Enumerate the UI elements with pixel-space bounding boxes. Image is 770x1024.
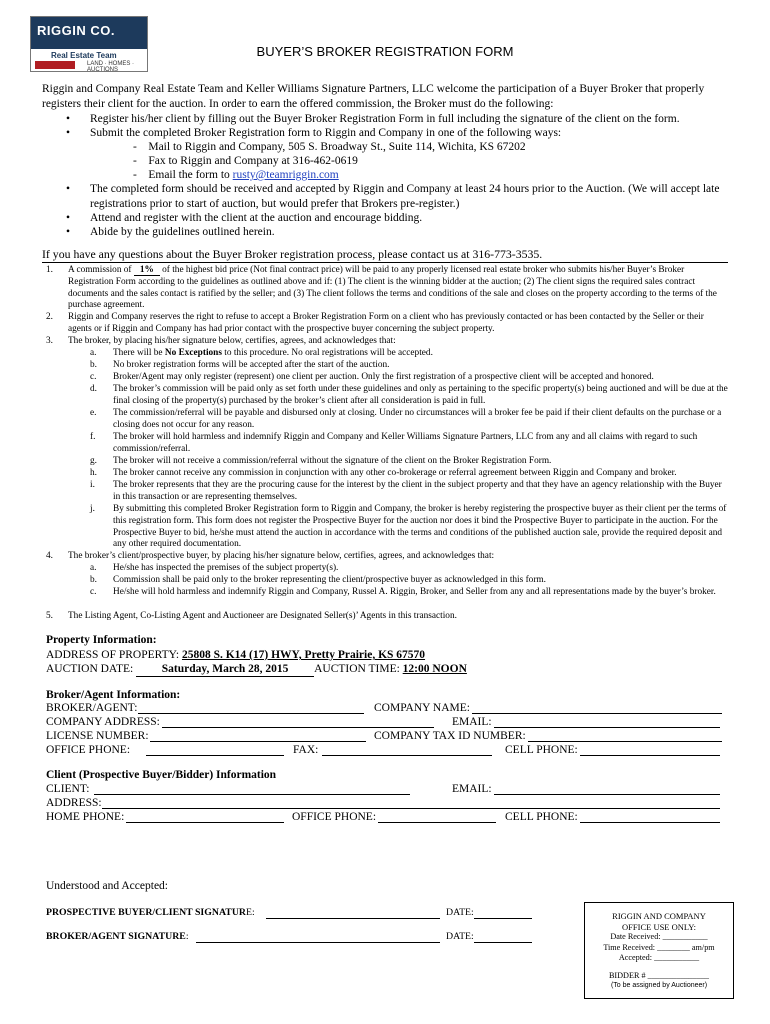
term-3a-post: to this procedure. No oral registrations will be accepted. xyxy=(221,348,433,358)
term-4b-letter: b. xyxy=(90,575,97,585)
client-address-field[interactable] xyxy=(102,796,720,809)
questions-text: If you have any questions about the Buyer Broker registration process, please contact us at 316-773-3535. xyxy=(42,247,543,261)
client-field[interactable] xyxy=(94,782,410,795)
buyer-signature-label-tail: E: xyxy=(245,907,255,918)
license-number-field[interactable] xyxy=(150,729,366,742)
office-use-box xyxy=(584,902,734,999)
term-3a xyxy=(113,348,728,360)
client-cell-phone-label: CELL PHONE: xyxy=(505,811,578,823)
client-office-phone-field[interactable] xyxy=(378,810,496,823)
submit-fax: - Fax to Riggin and Company at 316-462-0619 xyxy=(133,155,358,167)
term-2: Riggin and Company reserves the right to refuse to accept a Broker Registration Form on a client who has previously contacted or has been contacted by the Seller or their agents or if Riggin and Company has had prior contact with the prospective buyer concerning the subject property. xyxy=(68,312,704,334)
term-number-2: 2. xyxy=(46,312,53,322)
client-email-field[interactable] xyxy=(494,782,720,795)
bullet-deadline xyxy=(66,182,730,212)
form-title: BUYER’S BROKER REGISTRATION FORM xyxy=(256,44,514,59)
term-3g-letter: g. xyxy=(90,456,97,466)
broker-date-label: DATE: xyxy=(446,931,474,942)
client-cell-phone-field[interactable] xyxy=(580,810,720,823)
term-4c-letter: c. xyxy=(90,587,97,597)
term-3a-letter: a. xyxy=(90,348,97,358)
bullet-submit xyxy=(66,126,730,141)
term-3b-letter: b. xyxy=(90,360,97,370)
term-3c: Broker/Agent may only register (represent) one client per auction. Only the first registration of a prospective client will be accepted and honored. xyxy=(113,372,654,382)
broker-email-field[interactable] xyxy=(494,715,720,728)
submit-fax-text: Fax to Riggin and Company at 316-462-0619 xyxy=(148,155,358,167)
property-heading: Property Information: xyxy=(46,634,157,646)
broker-email-label: EMAIL: xyxy=(452,716,492,728)
broker-signature-field[interactable] xyxy=(196,930,440,943)
broker-date-field[interactable] xyxy=(474,930,532,943)
home-phone-field[interactable] xyxy=(126,810,284,823)
broker-fax-label: FAX: xyxy=(293,744,319,756)
office-use-only: OFFICE USE ONLY: xyxy=(622,921,696,932)
auction-row xyxy=(46,662,467,677)
term-4c: He/she will hold harmless and indemnify Riggin and Company, Russel A. Riggin, Broker, and Seller from any and all representations made by the buyer’s broker. xyxy=(113,587,716,597)
logo-aux: LAND · HOMES · AUCTIONS xyxy=(87,61,135,73)
term-1 xyxy=(68,265,728,312)
email-link[interactable]: rusty@teamriggin.com xyxy=(232,169,339,181)
logo-kw-mark xyxy=(35,61,75,69)
bullet-attend xyxy=(66,211,730,226)
property-address-row xyxy=(46,648,425,662)
term-1-prefix: A commission of xyxy=(68,265,132,275)
term-3j-letter: j. xyxy=(90,504,95,514)
client-office-phone-label: OFFICE PHONE: xyxy=(292,811,377,823)
term-4a-letter: a. xyxy=(90,563,97,573)
broker-fax-field[interactable] xyxy=(322,743,492,756)
company-address-label: COMPANY ADDRESS: xyxy=(46,716,160,728)
term-3a-bold: No Exceptions xyxy=(164,348,222,358)
term-number-3: 3. xyxy=(46,336,53,346)
term-3f-letter: f. xyxy=(90,432,96,442)
term-3c-letter: c. xyxy=(90,372,97,382)
auction-time: 12:00 NOON xyxy=(402,663,467,675)
bullet-dot: • xyxy=(66,226,71,238)
term-4a: He/she has inspected the premises of the subject property(s). xyxy=(113,563,339,573)
term-3i: The broker represents that they are the procuring cause for the interest by the client in the subject property and that they have an agency relationship with the Buyer in this transaction or are representing themselves. xyxy=(113,480,722,502)
buyer-signature-label xyxy=(46,906,255,920)
term-3h-letter: h. xyxy=(90,468,97,478)
term-3j: By submitting this completed Broker Registration form to Riggin and Company, the broker is hereby registering the prospective buyer as their client per the terms of this registration form. This form does not register the Prospective Buyer for the auction nor does it bind the Prospective Buyer to participate in the auction. For the Prospective Buyer to bid, he/she must attend the auction in accordance with the terms and conditions of the published auction sale, provide the required deposit and any other required documentation. xyxy=(113,504,727,550)
office-accepted: Accepted: ___________ xyxy=(618,953,700,962)
client-heading: Client (Prospective Buyer/Bidder) Information xyxy=(46,769,277,781)
buyer-signature-field[interactable] xyxy=(266,906,440,919)
office-bidder-number: BIDDER # _______________ xyxy=(608,970,710,980)
company-name-field[interactable] xyxy=(472,701,722,714)
bullet-dot: • xyxy=(66,127,71,139)
commission-rate: 1% xyxy=(134,265,160,276)
buyer-signature-label-bold: PROSPECTIVE BUYER/CLIENT SIGNATUR xyxy=(46,907,246,918)
broker-heading: Broker/Agent Information: xyxy=(46,689,181,701)
home-phone-label: HOME PHONE: xyxy=(46,811,125,823)
broker-cell-phone-field[interactable] xyxy=(580,743,720,756)
office-bidder-note: (To be assigned by Auctioneer) xyxy=(610,982,708,989)
submit-email: - Email the form to rusty@teamriggin.com xyxy=(133,169,339,181)
submit-mail: - Mail to Riggin and Company, 505 S. Broadway St., Suite 114, Wichita, KS 67202 xyxy=(133,141,526,153)
bullet-dot: • xyxy=(66,113,71,125)
broker-signature-label-tail: : xyxy=(185,931,189,942)
logo-tagline: Real Estate Team xyxy=(51,51,117,60)
term-number-1: 1. xyxy=(46,265,53,275)
term-3: The broker, by placing his/her signature below, certifies, agrees, and acknowledges that: xyxy=(68,336,396,346)
term-4b: Commission shall be paid only to the broker representing the client/prospective buyer as acknowledged in this form. xyxy=(113,575,546,585)
term-3e: The commission/referral will be payable and disbursed only at closing. Under no circumstances will a broker fee be paid if their client defaults on the purchase or a closing does not occur for any reason. xyxy=(113,408,722,430)
client-label: CLIENT: xyxy=(46,783,90,795)
auction-date: Saturday, March 28, 2015 xyxy=(136,662,314,677)
term-number-5: 5. xyxy=(46,611,53,621)
auction-time-label: AUCTION TIME: xyxy=(314,663,403,675)
property-address-label: ADDRESS OF PROPERTY: xyxy=(46,649,182,661)
term-3e-letter: e. xyxy=(90,408,97,418)
bullet-abide xyxy=(66,225,730,240)
bullet-text: Register his/her client by filling out the Buyer Broker Registration Form in full including the signature of the client on the form. xyxy=(90,113,680,125)
term-4: The broker’s client/prospective buyer, by placing his/her signature below, certifies, agrees, and acknowledges that: xyxy=(68,551,495,561)
term-3h: The broker cannot receive any commission in conjunction with any other co-brokerage or referral agreement between Riggin and Company and broker. xyxy=(113,468,677,478)
bullet-text: Submit the completed Broker Registration form to Riggin and Company in one of the following ways: xyxy=(90,127,562,139)
tax-id-label: COMPANY TAX ID NUMBER: xyxy=(374,730,526,742)
intro-text: Riggin and Company Real Estate Team and Keller Williams Signature Partners, LLC welcome the participation of a Buyer Broker that properly registers their client for the auction. In order to earn the offered commission, the Broker must do the following: xyxy=(42,83,705,110)
logo-brand: RIGGIN CO. xyxy=(37,23,115,38)
office-date-received: Date Received: ___________ xyxy=(610,932,708,941)
broker-cell-phone-label: CELL PHONE: xyxy=(505,744,578,756)
term-3g: The broker will not receive a commission/referral without the signature of the client on the Broker Registration Form. xyxy=(113,456,552,466)
broker-agent-field[interactable] xyxy=(138,701,364,714)
term-3f: The broker will hold harmless and indemnify Riggin and Company and Keller Williams Signature Partners, LLC from any and all claims with regard to such commission/referral. xyxy=(113,432,698,454)
broker-signature-label-bold: BROKER/AGENT SIGNATURE xyxy=(46,931,186,942)
bullet-dot: • xyxy=(66,183,71,195)
buyer-date-label: DATE: xyxy=(446,907,474,918)
term-3d: The broker’s commission will be paid only as set forth under these guidelines and only as pertaining to the specific property(s) being auctioned and will be due at the final closing of the property(s) purchased by the broker’s client after all consideration is paid in full. xyxy=(113,384,728,406)
term-3b: No broker registration forms will be accepted after the start of the auction. xyxy=(113,360,390,370)
bullet-text: The completed form should be received and accepted by Riggin and Company at least 24 hours prior to the Auction. (We will accept late registrations prior to start of auction, but would prefer that Brokers pre-register.) xyxy=(90,183,720,210)
broker-signature-label xyxy=(46,930,189,944)
broker-agent-label: BROKER/AGENT: xyxy=(46,702,138,714)
auction-date-label: AUCTION DATE: xyxy=(46,663,137,675)
office-company: RIGGIN AND COMPANY xyxy=(612,911,706,921)
license-number-label: LICENSE NUMBER: xyxy=(46,730,149,742)
tax-id-field[interactable] xyxy=(528,729,722,742)
divider xyxy=(42,262,728,263)
accepted-label: Understood and Accepted: xyxy=(46,880,168,892)
term-number-4: 4. xyxy=(46,551,53,561)
term-3i-letter: i. xyxy=(90,480,95,490)
client-address-label: ADDRESS: xyxy=(46,797,102,809)
term-3d-letter: d. xyxy=(90,384,97,394)
office-time-received: Time Received: ________ am/pm xyxy=(603,942,715,952)
broker-office-phone-label: OFFICE PHONE: xyxy=(46,744,131,756)
submit-mail-text: Mail to Riggin and Company, 505 S. Broadway St., Suite 114, Wichita, KS 67202 xyxy=(148,141,526,153)
property-address: 25808 S. K14 (17) HWY, Pretty Prairie, KS 67570 xyxy=(181,649,426,661)
term-5: The Listing Agent, Co-Listing Agent and Auctioneer are Designated Seller(s)’ Agents in this transaction. xyxy=(68,611,457,621)
bullet-text: Attend and register with the client at the auction and encourage bidding. xyxy=(90,212,423,224)
client-email-label: EMAIL: xyxy=(452,783,492,795)
buyer-date-field[interactable] xyxy=(474,906,532,919)
term-3a-pre: There will be xyxy=(113,348,165,358)
bullet-dot: • xyxy=(66,212,71,224)
company-address-field[interactable] xyxy=(162,715,434,728)
submit-email-text: Email the form to xyxy=(148,169,233,181)
bullet-text: Abide by the guidelines outlined herein. xyxy=(90,226,275,238)
company-name-label: COMPANY NAME: xyxy=(374,702,470,714)
bullet-register xyxy=(66,112,730,127)
broker-office-phone-field[interactable] xyxy=(146,743,284,756)
term-1-text: of the highest bid price (Not final contract price) will be paid to any properly licensed real estate broker who submits his/her Buyer’s Broker Registration Form according to the guidelines as outlined above and if: (1) The client is the winning bidder at the auction; (2) The client signs the required sales contract documents and the sales contact is ratified by the seller; and (3) The client follows the terms and conditions of the sale and closes on the property according to the terms of the purchase agreement. xyxy=(68,265,717,311)
